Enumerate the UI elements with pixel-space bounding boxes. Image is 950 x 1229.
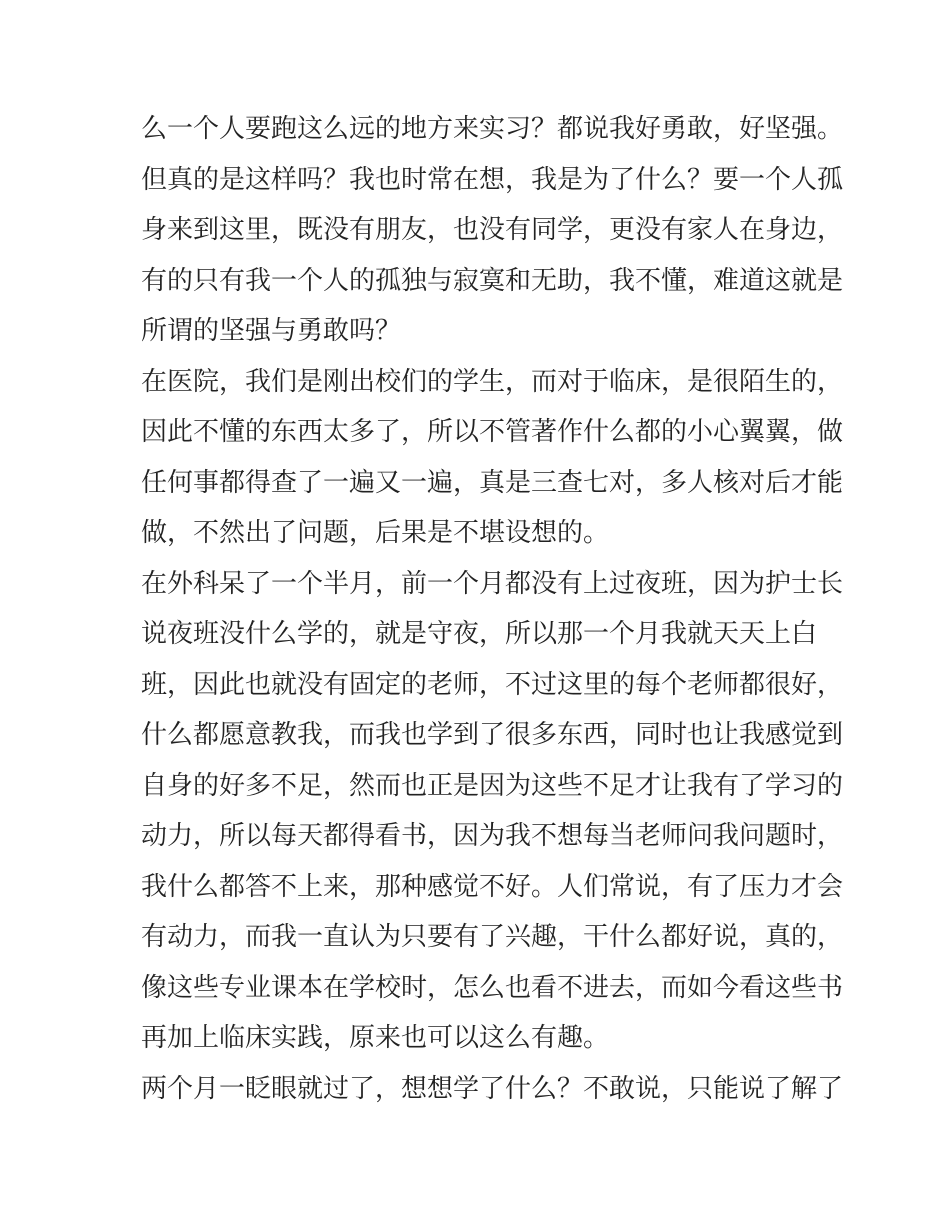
text-line: 所谓的坚强与勇敢吗？ <box>141 316 402 346</box>
text-line: 在医院，我们是刚出校们的学生，而对于临床，是很陌生的， <box>141 366 844 397</box>
text-line: 自身的好多不足，然而也正是因为这些不足才让我有了学习的 <box>141 770 844 801</box>
text-line: 有的只有我一个人的孤独与寂寞和无助，我不懂，难道这就是 <box>141 265 844 296</box>
text-line: 什么都愿意教我，而我也学到了很多东西，同时也让我感觉到 <box>141 720 844 750</box>
text-line: 像这些专业课本在学校时，怎么也看不进去，而如今看这些书 <box>141 972 844 1003</box>
text-line: 么一个人要跑这么远的地方来实习？都说我好勇敢，好坚强。 <box>141 114 844 144</box>
text-line: 班，因此也就没有固定的老师，不过这里的每个老师都很好， <box>141 669 844 700</box>
text-line: 说夜班没什么学的，就是守夜，所以那一个月我就天天上白 <box>141 619 818 649</box>
text-line: 做，不然出了问题，后果是不堪设想的。 <box>141 518 610 548</box>
text-line: 有动力，而我一直认为只要有了兴趣，干什么都好说，真的， <box>141 922 844 952</box>
text-line: 在外科呆了一个半月，前一个月都没有上过夜班，因为护士长 <box>141 568 844 599</box>
text-line: 我什么都答不上来，那种感觉不好。人们常说，有了压力才会 <box>141 871 844 902</box>
text-line: 但真的是这样吗？我也时常在想，我是为了什么？要一个人孤 <box>141 164 844 195</box>
text-line: 再加上临床实践，原来也可以这么有趣。 <box>141 1023 610 1053</box>
text-line: 身来到这里，既没有朋友，也没有同学，更没有家人在身边， <box>141 215 844 245</box>
text-line: 动力，所以每天都得看书，因为我不想每当老师问我问题时， <box>141 821 844 851</box>
body-text <box>141 104 844 1114</box>
text-line: 两个月一眨眼就过了，想想学了什么？不敢说，只能说了解了 <box>141 1073 844 1104</box>
text-line: 任何事都得查了一遍又一遍，真是三查七对，多人核对后才能 <box>141 467 844 498</box>
text-line: 因此不懂的东西太多了，所以不管著作什么都的小心翼翼，做 <box>141 417 844 447</box>
